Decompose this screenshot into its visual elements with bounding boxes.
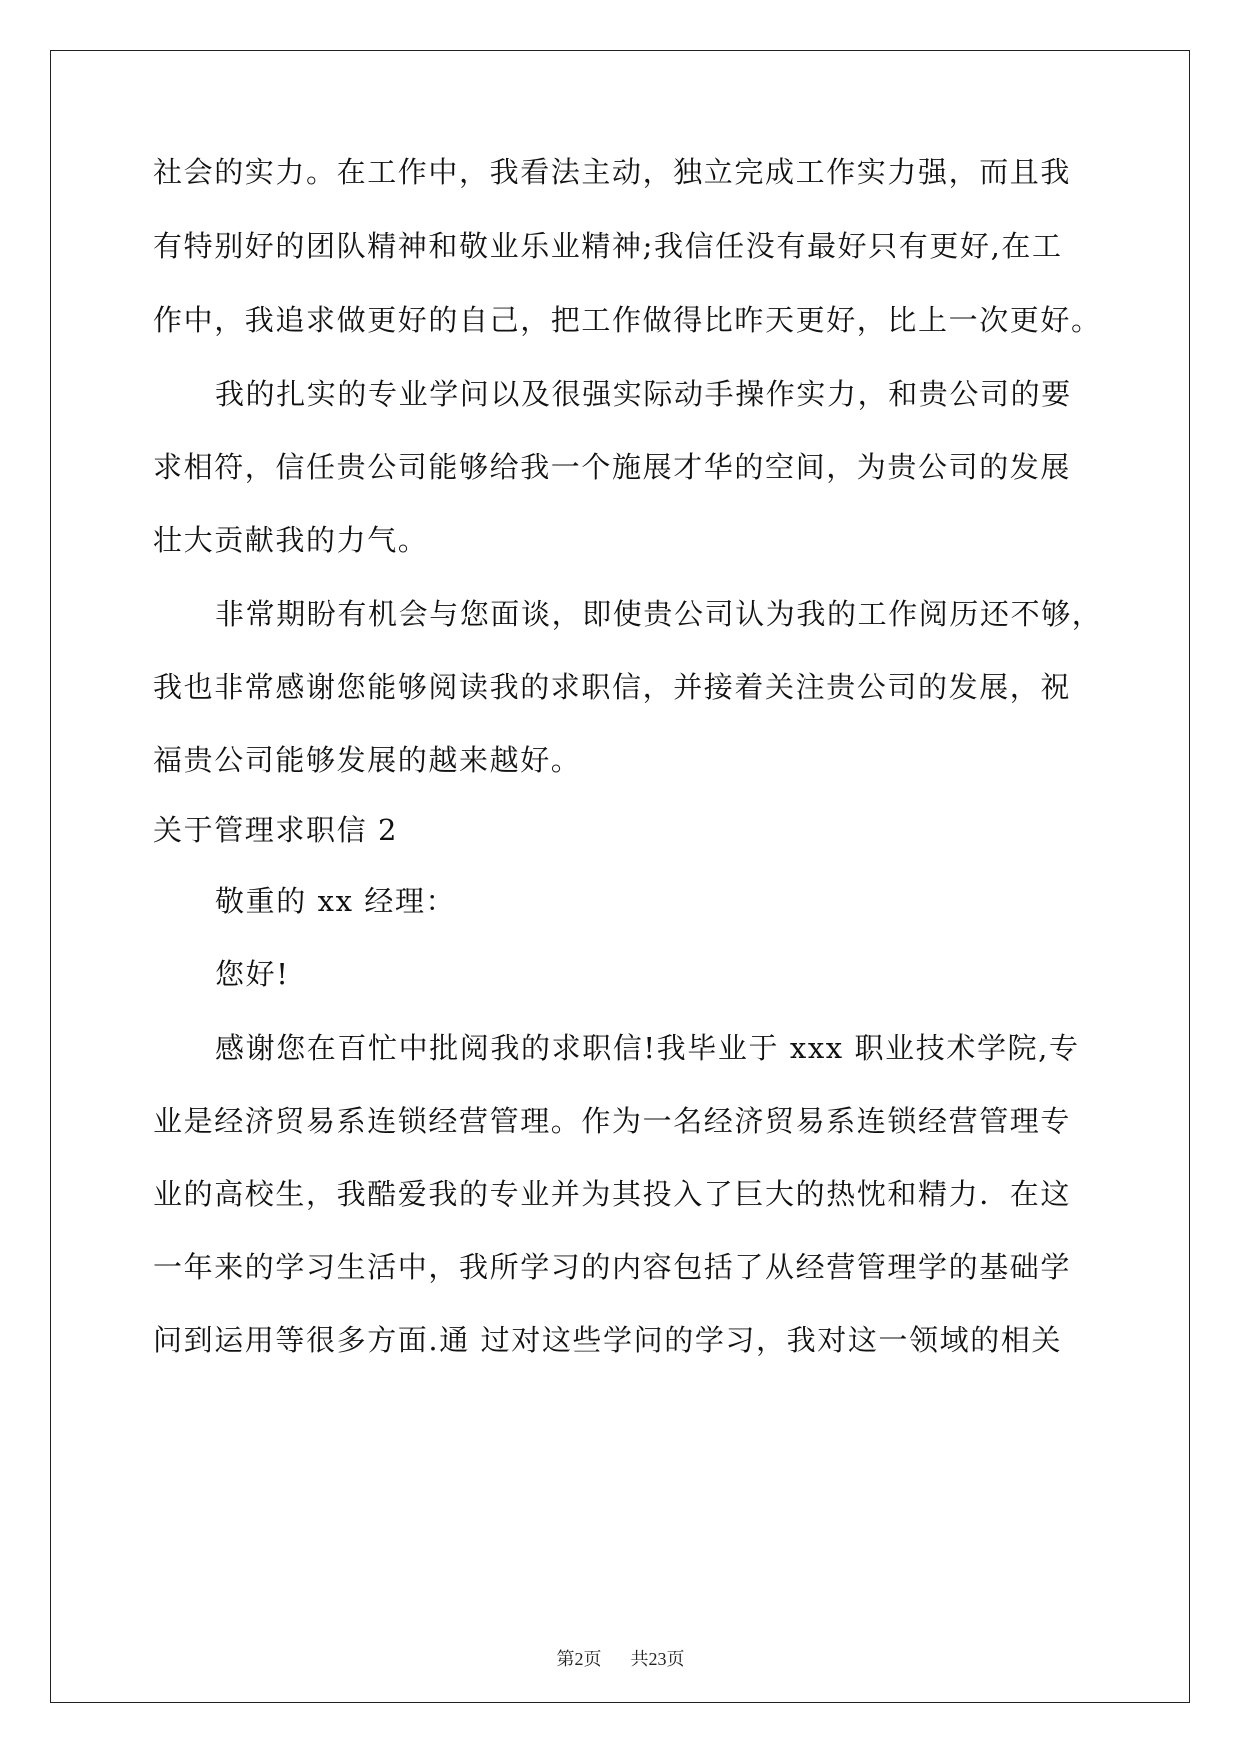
paragraph-line: 感谢您在百忙中批阅我的求职信!我毕业于 xxx 职业技术学院,专 [215, 1031, 1080, 1065]
paragraph-line: 求相符，信任贵公司能够给我一个施展才华的空间，为贵公司的发展 [153, 450, 1072, 484]
salutation: 敬重的 xx 经理： [215, 884, 457, 918]
paragraph-line: 有特别好的团队精神和敬业乐业精神;我信任没有最好只有更好,在工 [153, 229, 1063, 263]
page-total: 共23页 [630, 1649, 685, 1669]
paragraph-line: 壮大贡献我的力气。 [153, 523, 429, 557]
page-border [50, 50, 1190, 1703]
greeting: 您好! [215, 957, 290, 991]
paragraph-line: 作中，我追求做更好的自己，把工作做得比昨天更好，比上一次更好。 [153, 303, 1102, 337]
paragraph-line: 我的扎实的专业学问以及很强实际动手操作实力，和贵公司的要 [215, 377, 1072, 411]
paragraph-line: 福贵公司能够发展的越来越好。 [153, 743, 582, 777]
paragraph-line: 社会的实力。在工作中，我看法主动，独立完成工作实力强，而且我 [153, 155, 1072, 189]
page-footer [0, 1645, 1241, 1671]
paragraph-line: 问到运用等很多方面.通 过对这些学问的学习，我对这一领域的相关 [153, 1323, 1063, 1357]
paragraph-line: 我也非常感谢您能够阅读我的求职信，并接着关注贵公司的发展，祝 [153, 670, 1072, 704]
page-number: 第2页 [556, 1649, 602, 1669]
paragraph-line: 业是经济贸易系连锁经营管理。作为一名经济贸易系连锁经营管理专 [153, 1104, 1072, 1138]
paragraph-line: 业的高校生，我酷爱我的专业并为其投入了巨大的热忱和精力．在这 [153, 1177, 1072, 1211]
paragraph-line: 非常期盼有机会与您面谈，即使贵公司认为我的工作阅历还不够， [215, 597, 1103, 631]
section-heading: 关于管理求职信 2 [153, 813, 399, 847]
paragraph-line: 一年来的学习生活中，我所学习的内容包括了从经营管理学的基础学 [153, 1250, 1072, 1284]
